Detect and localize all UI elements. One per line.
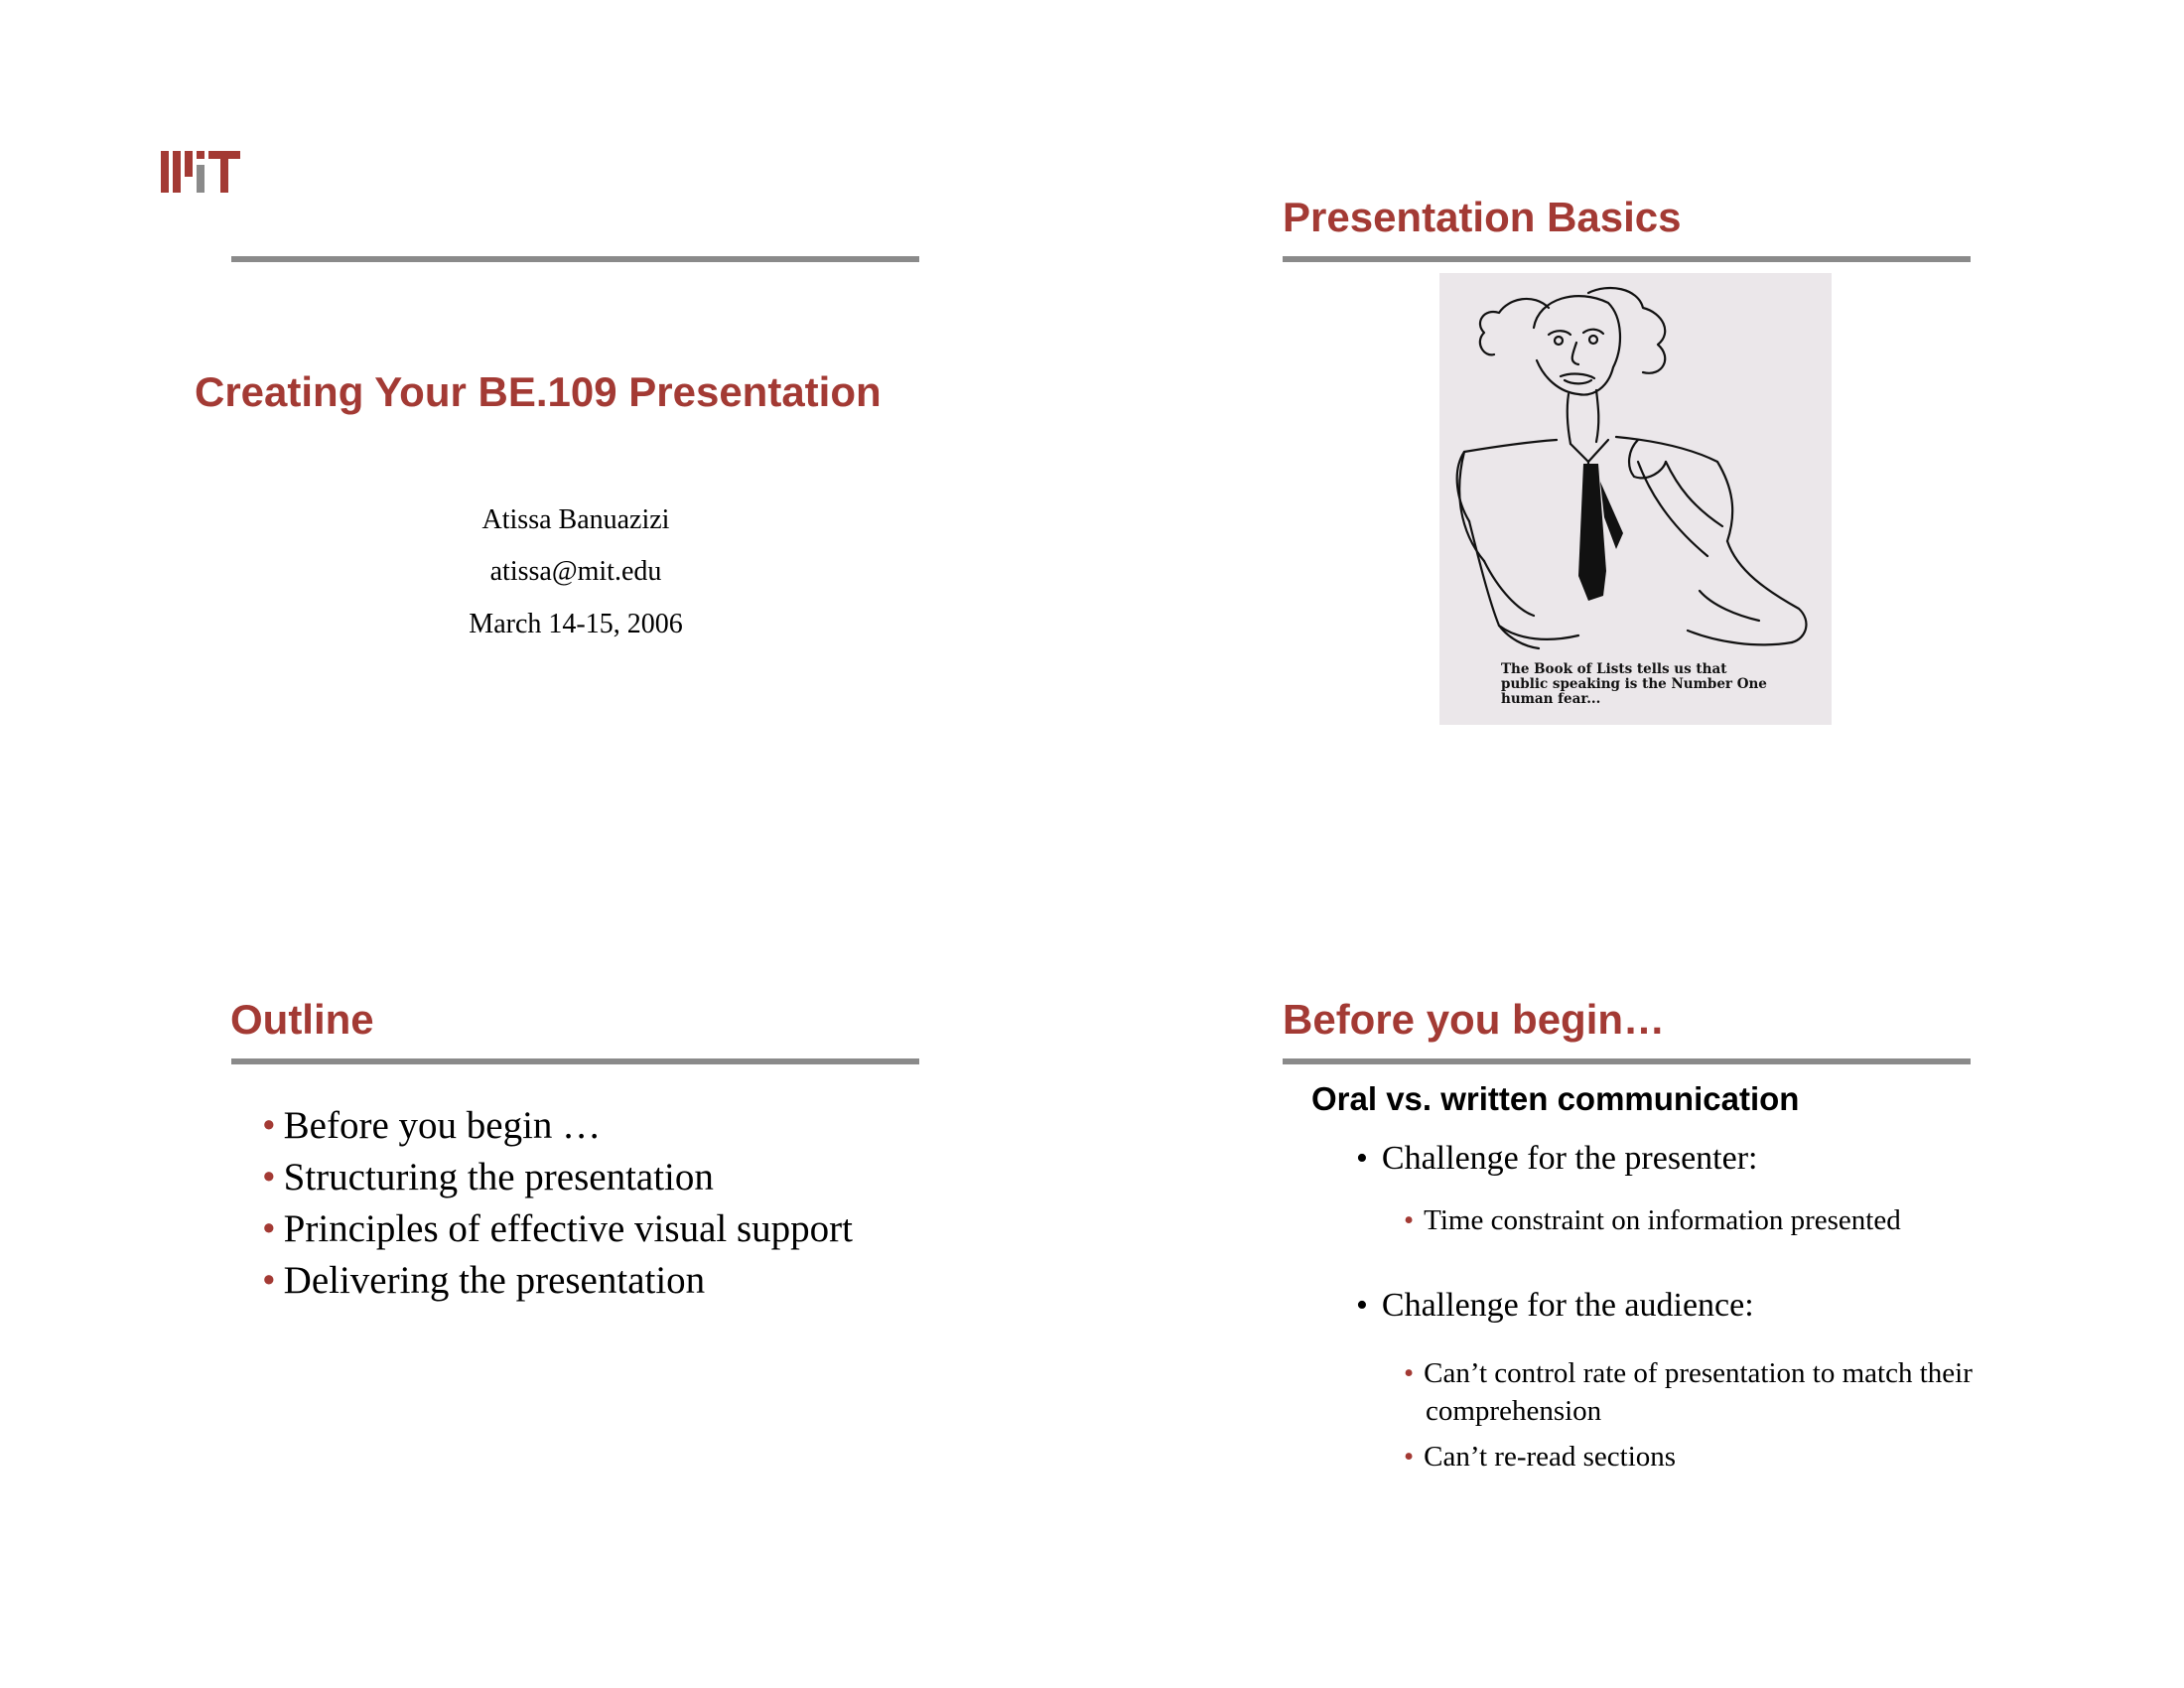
presenter-point: • Time constraint on information presented [1404, 1204, 1901, 1236]
slide4-divider [1283, 1058, 1971, 1064]
audience-point: • Can’t re-read sections [1404, 1441, 1677, 1473]
outline-list [262, 1100, 853, 1307]
author-email: atissa@mit.edu [489, 556, 662, 587]
presentation-title: Creating Your BE.109 Presentation [195, 368, 882, 415]
slide2-title: Presentation Basics [1283, 194, 1682, 240]
author-name: Atissa Banuazizi [481, 504, 670, 535]
outline-item: • Delivering the presentation [262, 1259, 706, 1302]
slide2-divider [1283, 256, 1971, 262]
slide3-divider [231, 1058, 919, 1064]
nervous-speaker-cartoon [1439, 273, 1832, 725]
bullet-icon: • [262, 1207, 276, 1250]
slide3-title: Outline [230, 996, 374, 1043]
outline-item: • Before you begin … [262, 1104, 602, 1147]
slide4-title: Before you begin… [1283, 996, 1666, 1043]
section-subheading: Oral vs. written communication [1311, 1080, 1800, 1117]
bullet-icon: • [1404, 1204, 1415, 1236]
bullet-icon: • [1404, 1441, 1415, 1473]
audience-point: • Can’t control rate of presentation to match their comprehension [1404, 1357, 1973, 1427]
speaker-drawing [1439, 273, 1832, 725]
bullet-icon: • [1356, 1140, 1368, 1177]
presenter-challenge: • Challenge for the presenter: [1356, 1140, 1758, 1177]
bullet-icon: • [1356, 1287, 1368, 1324]
slide1-divider [231, 256, 919, 262]
bullet-icon: • [1404, 1357, 1415, 1389]
mit-logo-icon [161, 151, 240, 193]
audience-challenge: • Challenge for the audience: [1356, 1287, 1754, 1324]
bullet-icon: • [262, 1259, 276, 1302]
bullet-icon: • [262, 1156, 276, 1198]
presentation-date: March 14-15, 2006 [469, 609, 683, 639]
outline-item: • Structuring the presentation [262, 1156, 714, 1198]
outline-item: • Principles of effective visual support [262, 1207, 853, 1250]
cartoon-caption: The Book of Lists tells us that public speaking is the Number One human fear... [1501, 661, 1767, 707]
bullet-icon: • [262, 1104, 276, 1147]
